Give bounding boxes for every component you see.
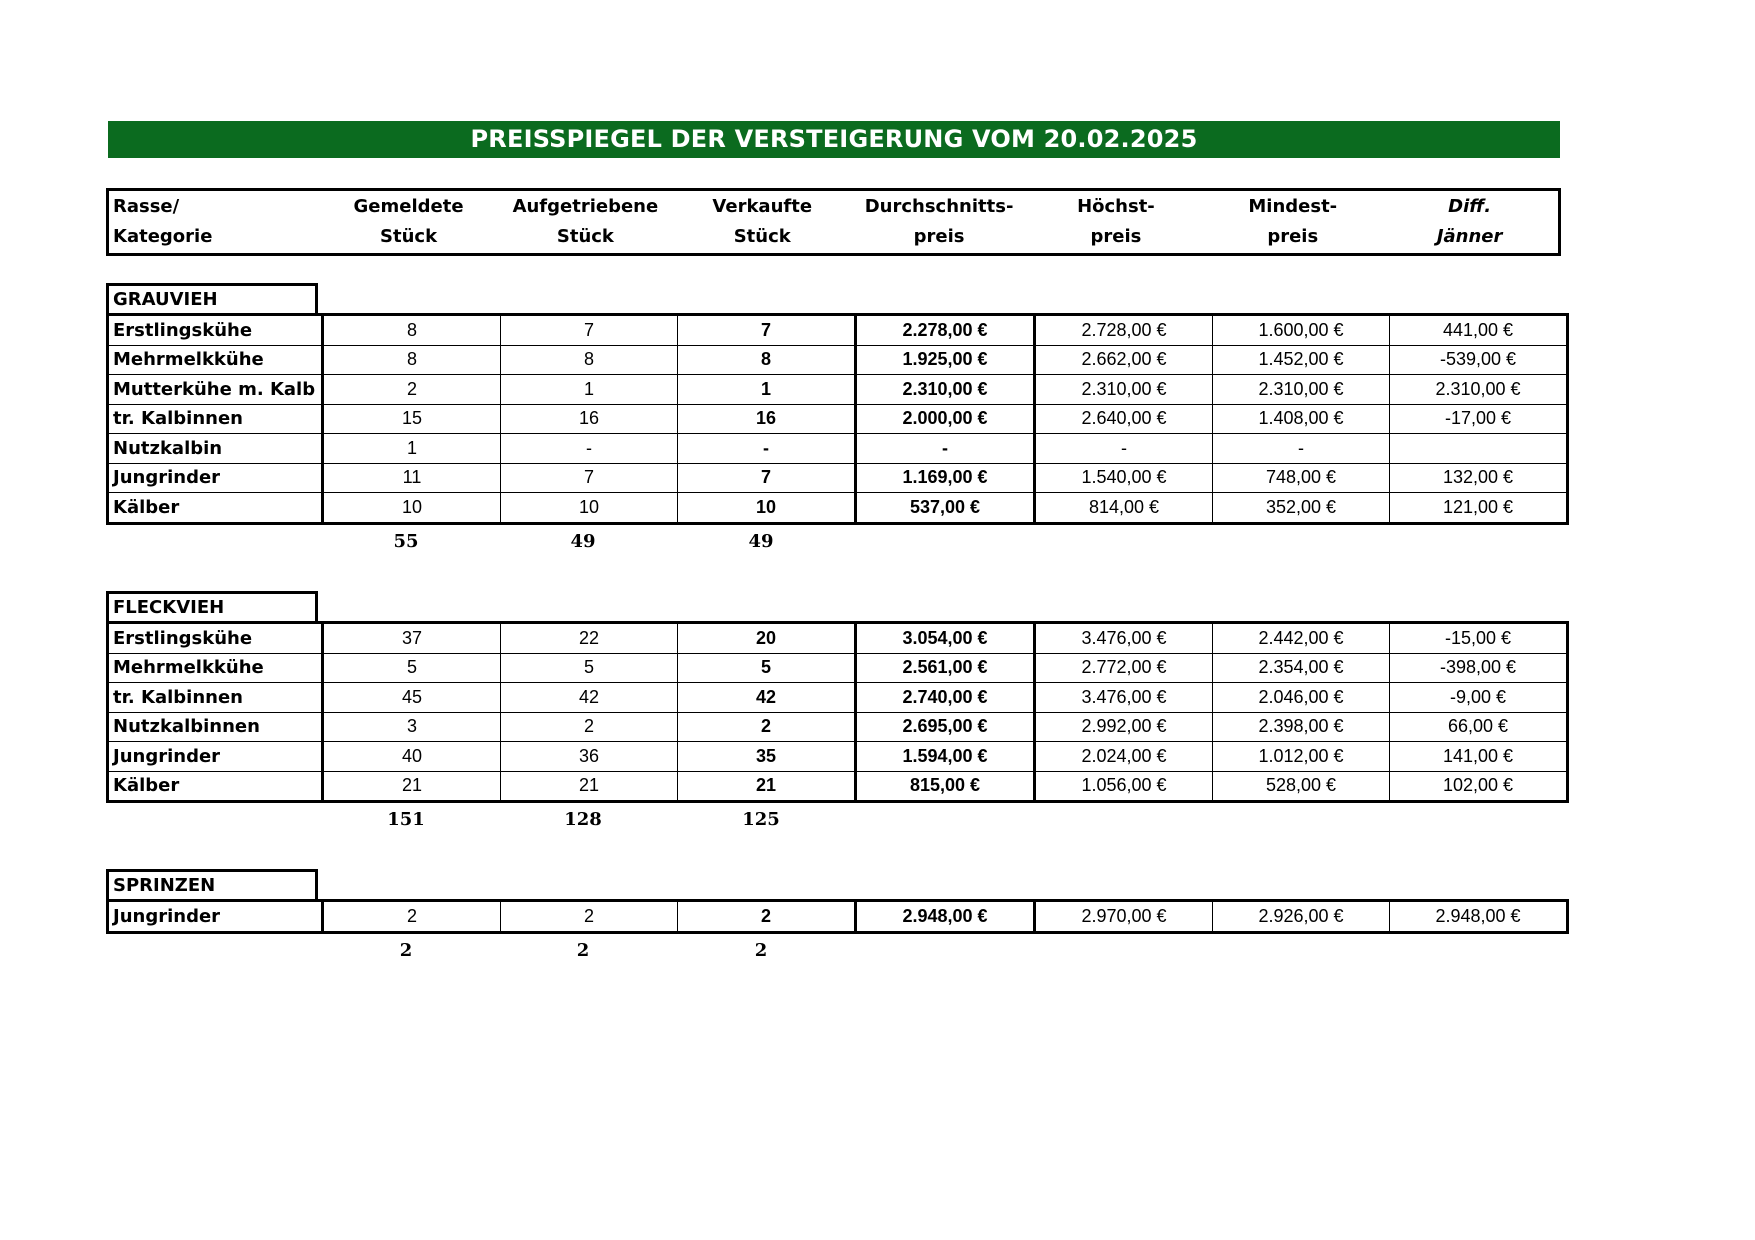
value-cell: 441,00 €: [1390, 315, 1568, 346]
category-cell: Jungrinder: [108, 901, 323, 933]
price-table: [106, 621, 1569, 803]
table-row: [108, 434, 1568, 464]
category-cell: Erstlingskühe: [108, 623, 323, 654]
value-cell: -: [856, 434, 1035, 464]
table-row: [108, 404, 1568, 434]
value-cell: 16: [678, 404, 856, 434]
category-cell: Nutzkalbinnen: [108, 712, 323, 742]
total-value: 128: [564, 809, 602, 830]
value-cell: 1.169,00 €: [856, 463, 1035, 493]
value-cell: 42: [501, 683, 678, 713]
value-cell: 102,00 €: [1390, 771, 1568, 802]
section-title: FLECKVIEH: [106, 591, 318, 621]
category-cell: tr. Kalbinnen: [108, 404, 323, 434]
value-cell: 5: [323, 653, 501, 683]
value-cell: 2: [501, 712, 678, 742]
category-cell: tr. Kalbinnen: [108, 683, 323, 713]
category-cell: Mehrmelkkühe: [108, 653, 323, 683]
value-cell: 3: [323, 712, 501, 742]
value-cell: 2.948,00 €: [1390, 901, 1568, 933]
value-cell: 8: [501, 345, 678, 375]
value-cell: 10: [678, 493, 856, 524]
value-cell: 37: [323, 623, 501, 654]
price-table: [106, 313, 1569, 525]
value-cell: -15,00 €: [1390, 623, 1568, 654]
header-driven: Aufgetriebene Stück: [512, 196, 659, 247]
table-row: [108, 683, 1568, 713]
value-cell: 7: [678, 315, 856, 346]
table-row: [108, 375, 1568, 405]
value-cell: 8: [678, 345, 856, 375]
header-diff-january: Diff. Jänner: [1436, 196, 1503, 247]
table-row: [108, 623, 1568, 654]
category-cell: Erstlingskühe: [108, 315, 323, 346]
value-cell: 1.056,00 €: [1035, 771, 1213, 802]
value-cell: 1.594,00 €: [856, 742, 1035, 772]
value-cell: 1.925,00 €: [856, 345, 1035, 375]
value-cell: 1: [678, 375, 856, 405]
value-cell: 10: [323, 493, 501, 524]
value-cell: 1.012,00 €: [1213, 742, 1390, 772]
category-cell: Mehrmelkkühe: [108, 345, 323, 375]
category-cell: Jungrinder: [108, 463, 323, 493]
total-value: 55: [393, 530, 419, 552]
report-title: PREISSPIEGEL DER VERSTEIGERUNG VOM 20.02.2025: [108, 121, 1560, 158]
value-cell: -9,00 €: [1390, 683, 1568, 713]
value-cell: 2.354,00 €: [1213, 653, 1390, 683]
total-value: 125: [742, 809, 780, 830]
value-cell: 1.540,00 €: [1035, 463, 1213, 493]
header-reported: Gemeldete Stück: [353, 196, 464, 247]
value-cell: 2.442,00 €: [1213, 623, 1390, 654]
value-cell: -398,00 €: [1390, 653, 1568, 683]
category-cell: Kälber: [108, 771, 323, 802]
table-row: [108, 315, 1568, 346]
price-table: [106, 899, 1569, 934]
table-row: [108, 653, 1568, 683]
value-cell: 42: [678, 683, 856, 713]
table-row: [108, 712, 1568, 742]
value-cell: 40: [323, 742, 501, 772]
value-cell: -: [1035, 434, 1213, 464]
value-cell: 1.600,00 €: [1213, 315, 1390, 346]
value-cell: -: [501, 434, 678, 464]
value-cell: 528,00 €: [1213, 771, 1390, 802]
total-value: 2: [399, 939, 413, 961]
value-cell: 2.948,00 €: [856, 901, 1035, 933]
value-cell: 8: [323, 345, 501, 375]
value-cell: 2.695,00 €: [856, 712, 1035, 742]
total-value: 151: [387, 809, 425, 830]
header-sold: Verkaufte Stück: [712, 196, 813, 247]
value-cell: 2.310,00 €: [1213, 375, 1390, 405]
value-cell: 21: [678, 771, 856, 802]
category-cell: Jungrinder: [108, 742, 323, 772]
value-cell: 1: [501, 375, 678, 405]
value-cell: 132,00 €: [1390, 463, 1568, 493]
value-cell: 5: [501, 653, 678, 683]
section-totals: [106, 803, 1569, 837]
value-cell: [1390, 434, 1568, 464]
table-row: [108, 345, 1568, 375]
value-cell: 36: [501, 742, 678, 772]
value-cell: 2.662,00 €: [1035, 345, 1213, 375]
value-cell: 21: [501, 771, 678, 802]
total-value: 49: [570, 530, 596, 552]
value-cell: 2.640,00 €: [1035, 404, 1213, 434]
value-cell: 2.772,00 €: [1035, 653, 1213, 683]
value-cell: 2.740,00 €: [856, 683, 1035, 713]
value-cell: 10: [501, 493, 678, 524]
table-row: [108, 901, 1568, 933]
section-title: SPRINZEN: [106, 869, 318, 899]
value-cell: 3.476,00 €: [1035, 683, 1213, 713]
value-cell: 16: [501, 404, 678, 434]
value-cell: 2.398,00 €: [1213, 712, 1390, 742]
value-cell: 2.046,00 €: [1213, 683, 1390, 713]
value-cell: 45: [323, 683, 501, 713]
column-header: [106, 188, 1561, 256]
table-row: [108, 771, 1568, 802]
section-title: GRAUVIEH: [106, 283, 318, 313]
value-cell: -539,00 €: [1390, 345, 1568, 375]
value-cell: 2: [323, 901, 501, 933]
total-value: 49: [748, 530, 774, 552]
header-min-price: Mindest- preis: [1248, 196, 1338, 247]
value-cell: -17,00 €: [1390, 404, 1568, 434]
category-cell: Nutzkalbin: [108, 434, 323, 464]
value-cell: 21: [323, 771, 501, 802]
value-cell: 121,00 €: [1390, 493, 1568, 524]
value-cell: 2: [678, 901, 856, 933]
value-cell: 7: [501, 463, 678, 493]
value-cell: 2: [323, 375, 501, 405]
table-row: [108, 463, 1568, 493]
value-cell: 352,00 €: [1213, 493, 1390, 524]
value-cell: 15: [323, 404, 501, 434]
value-cell: 1.408,00 €: [1213, 404, 1390, 434]
value-cell: 2.278,00 €: [856, 315, 1035, 346]
value-cell: 141,00 €: [1390, 742, 1568, 772]
value-cell: 2: [678, 712, 856, 742]
value-cell: 2.310,00 €: [856, 375, 1035, 405]
value-cell: -: [1213, 434, 1390, 464]
value-cell: 1: [323, 434, 501, 464]
section-fleckvieh: [106, 591, 1569, 837]
total-value: 2: [754, 939, 768, 961]
value-cell: 66,00 €: [1390, 712, 1568, 742]
value-cell: -: [678, 434, 856, 464]
value-cell: 2.310,00 €: [1035, 375, 1213, 405]
table-row: [108, 742, 1568, 772]
value-cell: 2.561,00 €: [856, 653, 1035, 683]
value-cell: 35: [678, 742, 856, 772]
value-cell: 3.054,00 €: [856, 623, 1035, 654]
value-cell: 2.310,00 €: [1390, 375, 1568, 405]
value-cell: 815,00 €: [856, 771, 1035, 802]
value-cell: 748,00 €: [1213, 463, 1390, 493]
value-cell: 2.728,00 €: [1035, 315, 1213, 346]
value-cell: 2.926,00 €: [1213, 901, 1390, 933]
value-cell: 20: [678, 623, 856, 654]
value-cell: 537,00 €: [856, 493, 1035, 524]
table-row: [108, 493, 1568, 524]
value-cell: 2.000,00 €: [856, 404, 1035, 434]
category-cell: Kälber: [108, 493, 323, 524]
value-cell: 7: [678, 463, 856, 493]
category-cell: Mutterkühe m. Kalb: [108, 375, 323, 405]
value-cell: 11: [323, 463, 501, 493]
value-cell: 8: [323, 315, 501, 346]
value-cell: 2.970,00 €: [1035, 901, 1213, 933]
value-cell: 1.452,00 €: [1213, 345, 1390, 375]
value-cell: 814,00 €: [1035, 493, 1213, 524]
section-totals: [106, 525, 1569, 559]
value-cell: 2.024,00 €: [1035, 742, 1213, 772]
value-cell: 2.992,00 €: [1035, 712, 1213, 742]
section-sprinzen: [106, 869, 1569, 968]
header-max-price: Höchst- preis: [1077, 196, 1155, 247]
header-category: Rasse/ Kategorie: [113, 196, 213, 247]
section-totals: [106, 934, 1569, 968]
value-cell: 5: [678, 653, 856, 683]
value-cell: 3.476,00 €: [1035, 623, 1213, 654]
value-cell: 7: [501, 315, 678, 346]
value-cell: 22: [501, 623, 678, 654]
section-grauvieh: [106, 283, 1569, 559]
value-cell: 2: [501, 901, 678, 933]
total-value: 2: [576, 939, 590, 961]
header-average-price: Durchschnitts- preis: [864, 196, 1014, 247]
